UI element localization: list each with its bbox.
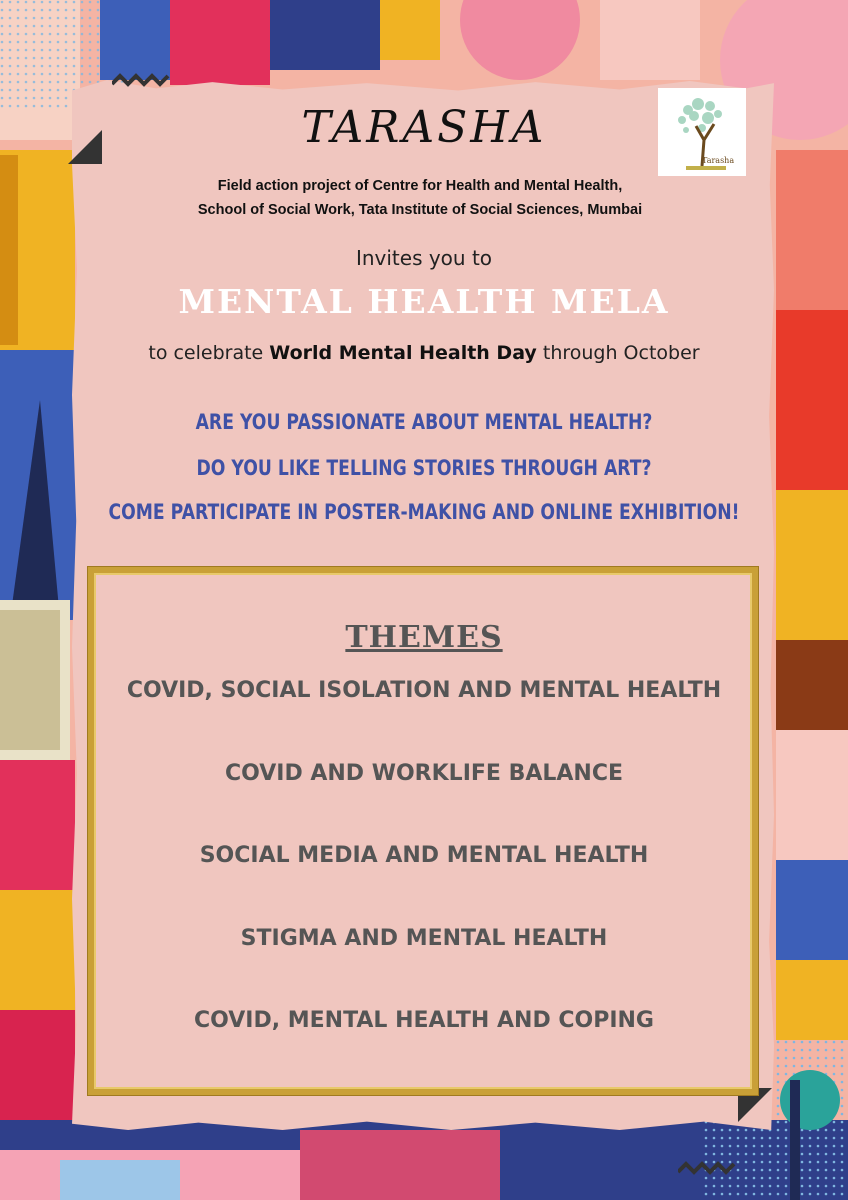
celebrate-bold: World Mental Health Day xyxy=(269,342,537,364)
logo-caption: Tarasha xyxy=(702,156,735,165)
theme-item-4: STIGMA AND MENTAL HEALTH xyxy=(240,926,608,951)
subtitle-line-2: School of Social Work, Tata Institute of Social Sciences, Mumbai xyxy=(197,202,643,218)
subtitle-line-1: Field action project of Centre for Health and Mental Health, xyxy=(217,178,623,194)
question-3: COME PARTICIPATE IN POSTER-MAKING AND ONLINE EXHIBITION! xyxy=(108,500,740,524)
celebrate-line xyxy=(0,342,848,364)
invite-text: Invites you to xyxy=(355,246,493,270)
zigzag-icon xyxy=(678,1160,740,1178)
celebrate-post: through October xyxy=(536,342,700,364)
celebrate-pre: to celebrate xyxy=(148,342,270,364)
theme-item-1: COVID, SOCIAL ISOLATION AND MENTAL HEALTH xyxy=(126,678,722,703)
page-title: TARASHA xyxy=(301,102,547,153)
theme-item-5: COVID, MENTAL HEALTH AND COPING xyxy=(194,1008,654,1033)
question-2: DO YOU LIKE TELLING STORIES THROUGH ART? xyxy=(196,456,652,480)
theme-item-2: COVID AND WORKLIFE BALANCE xyxy=(224,761,624,786)
zigzag-icon xyxy=(112,72,174,90)
themes-heading: THEMES xyxy=(345,620,503,655)
event-title: MENTAL HEALTH MELA xyxy=(178,282,670,321)
theme-item-3: SOCIAL MEDIA AND MENTAL HEALTH xyxy=(199,843,649,868)
question-1: ARE YOU PASSIONATE ABOUT MENTAL HEALTH? xyxy=(195,410,653,434)
